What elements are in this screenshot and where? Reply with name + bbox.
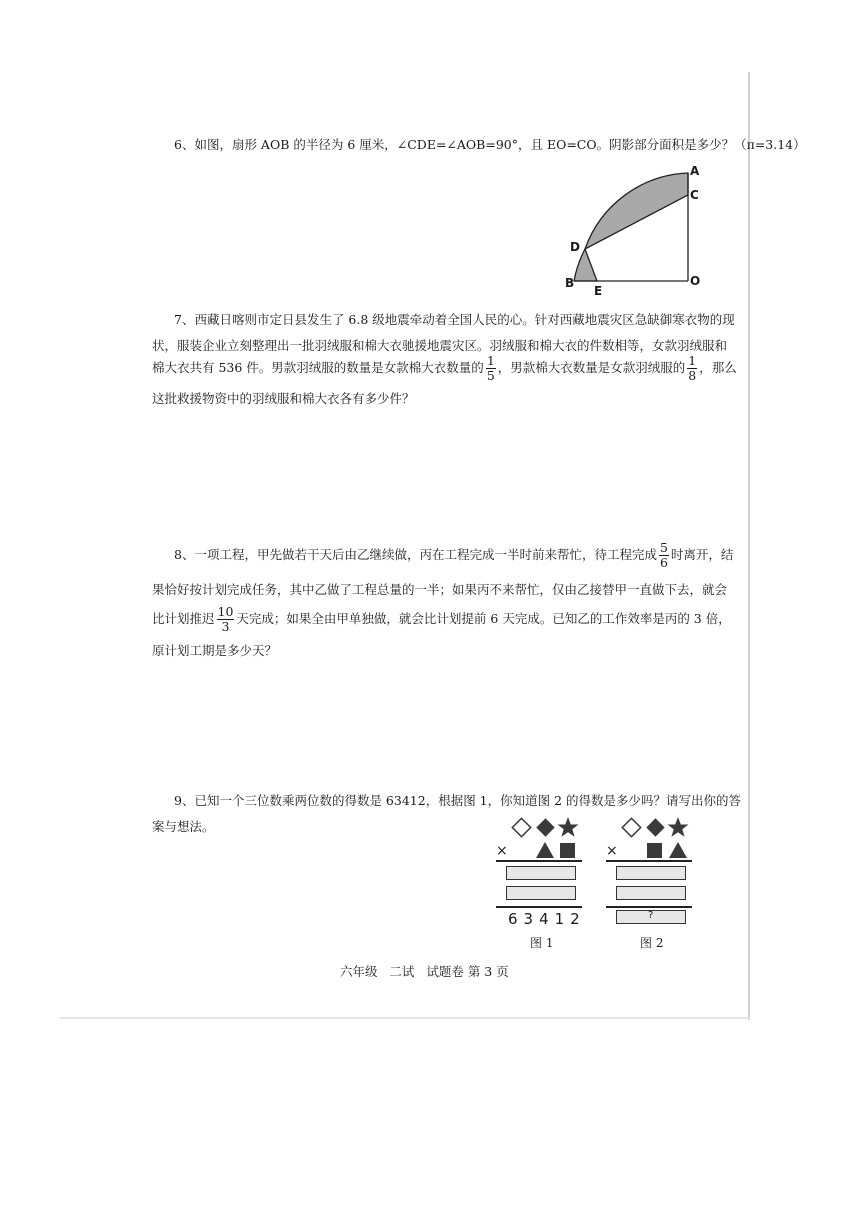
fraction-five-sixths — [659, 541, 669, 568]
q8-line-3 — [152, 603, 731, 635]
fig2-rule-bottom — [606, 906, 692, 908]
fig1-caption: 图 1 — [530, 936, 554, 950]
label-d: D — [570, 240, 580, 254]
fig2-rule-top — [606, 860, 692, 862]
q8-line-1-part-a: 8、一项工程，甲先做若干天后由乙继续做，丙在工程完成一半时前来帮忙，待工程完成 — [174, 546, 657, 562]
fraction-denominator: 6 — [659, 554, 668, 570]
square-icon — [647, 843, 662, 858]
fraction-numerator: 10 — [217, 604, 234, 620]
fig2-caption: 图 2 — [640, 936, 664, 950]
fig2-result: ? — [648, 910, 654, 921]
q8-line-1-part-b: 时离开，结 — [670, 546, 734, 562]
q9-line-1: 9、已知一个三位数乘两位数的得数是 63412，根据图 1，你知道图 2 的得数是多少吗？请写出你的答 — [174, 793, 742, 808]
q8-line-3-part-b: 天完成；如果全由甲单独做，就会比计划提前 6 天完成。已知乙的工作效率是丙的 3 倍， — [236, 610, 731, 626]
q8-line-2: 果恰好按计划完成任务，其中乙做了工程总量的一半；如果丙不来帮忙，仅由乙接替甲一直做下去，就会 — [152, 582, 728, 597]
fraction-denominator: 3 — [221, 618, 230, 634]
triangle-icon — [536, 842, 554, 858]
q7-line-4: 这批救援物资中的羽绒服和棉大衣各有多少件？ — [152, 391, 415, 406]
q8-line-1 — [174, 540, 733, 570]
fig1-rule-top — [496, 860, 582, 862]
fig2-partial-product-1 — [616, 866, 686, 880]
triangle-icon — [669, 842, 687, 858]
fraction-denominator: 5 — [486, 367, 495, 383]
label-c: C — [690, 188, 699, 202]
q9-line-2: 案与想法。 — [152, 819, 215, 834]
q8-line-4: 原计划工期是多少天？ — [152, 643, 278, 658]
q8-line-3-part-a: 比计划推迟 — [152, 610, 215, 626]
page-edge-right — [748, 72, 750, 1020]
square-icon — [560, 843, 575, 858]
fig1-shapes — [508, 816, 582, 862]
sector-diagram — [560, 160, 710, 300]
fig1-result: 63412 — [508, 910, 586, 928]
fraction-ten-thirds — [217, 605, 235, 632]
star-icon — [668, 817, 689, 837]
star-icon — [558, 817, 579, 837]
q7-line-2: 状，服装企业立刻整理出一批羽绒服和棉大衣驰援地震灾区。羽绒服和棉大衣的件数相等，女款羽绒服和 — [152, 338, 728, 353]
q7-line-1: 7、西藏日喀则市定日县发生了 6.8 级地震牵动着全国人民的心。针对西藏地震灾区急缺御寒衣物的现 — [174, 312, 735, 327]
diamond-outline-icon — [622, 818, 640, 836]
fraction-numerator: 1 — [486, 353, 495, 369]
times-sign-fig2: × — [606, 843, 618, 859]
fig2-partial-product-2 — [616, 886, 686, 900]
page-footer: 六年级 二试 试题卷 第 3 页 — [340, 964, 509, 979]
q6-figure — [560, 160, 710, 300]
fig1-partial-product-1 — [506, 866, 576, 880]
q7-line-3-part-a: 棉大衣共有 536 件。男款羽绒服的数量是女款棉大衣数量的 — [152, 359, 484, 375]
q6-text: 6、如图，扇形 AOB 的半径为 6 厘米，∠CDE=∠AOB=90°，且 EO=CO。阴影部分面积是多少？（π=3.14） — [174, 137, 806, 152]
fig1-partial-product-2 — [506, 886, 576, 900]
page-edge-bottom — [60, 1017, 750, 1019]
label-a: A — [690, 164, 700, 178]
diamond-outline-icon — [512, 818, 530, 836]
diamond-filled-icon — [536, 818, 554, 836]
fig1-rule-bottom — [496, 906, 582, 908]
times-sign-fig1: × — [496, 843, 508, 859]
fraction-numerator: 5 — [659, 540, 668, 556]
label-o: O — [690, 274, 701, 288]
q7-line-3 — [152, 353, 737, 383]
q7-line-3-part-b: ，男款棉大衣数量是女款羽绒服的 — [497, 359, 686, 375]
fig2-shapes — [618, 816, 692, 862]
fraction-numerator: 1 — [688, 353, 697, 369]
fraction-one-fifth — [486, 354, 496, 381]
diamond-filled-icon — [646, 818, 664, 836]
fraction-one-eighth — [687, 354, 697, 381]
label-e: E — [594, 284, 603, 298]
shaded-region-upper — [585, 173, 688, 249]
label-b: B — [565, 276, 575, 290]
q7-line-3-part-c: ，那么 — [699, 359, 737, 375]
fraction-denominator: 8 — [688, 367, 697, 383]
